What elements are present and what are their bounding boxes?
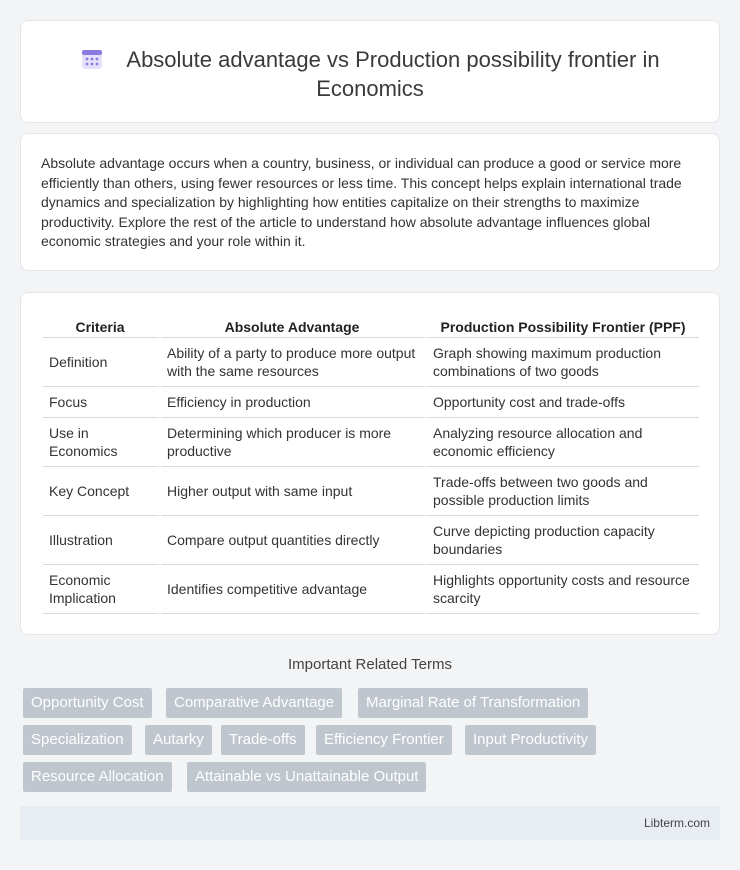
tag-autarky[interactable]: Autarky: [145, 725, 212, 755]
intro-paragraph: Absolute advantage occurs when a country, business, or individual can produce a good or service more efficiently than others, using fewer resources or less time. This concept helps explain international trade dynamics and specialization by highlighting how entities capitalize on their strengths to maximize productivity. Explore the rest of the article to understand how absolute advantage influences global economic strategies and your role within it.: [41, 155, 682, 249]
tag-opportunity-cost[interactable]: Opportunity Cost: [23, 688, 152, 718]
page-title: Absolute advantage vs Production possibility frontier in Economics: [126, 47, 660, 101]
row-ppf: Highlights opportunity costs and resource scarcity: [427, 565, 699, 614]
row-criteria: Definition: [43, 338, 161, 387]
row-ppf: Trade-offs between two goods and possible production limits: [427, 467, 699, 516]
table-row: [43, 418, 699, 467]
intro-card: [20, 133, 720, 271]
tag-trade-offs[interactable]: Trade-offs: [221, 725, 305, 755]
row-absolute-advantage: Determining which producer is more productive: [161, 418, 427, 467]
header-absolute-advantage: Absolute Advantage: [161, 317, 427, 338]
header-criteria: Criteria: [43, 317, 161, 338]
tag-comparative-advantage[interactable]: Comparative Advantage: [166, 688, 342, 718]
header-ppf: Production Possibility Frontier (PPF): [427, 317, 699, 338]
row-absolute-advantage: Identifies competitive advantage: [161, 565, 427, 614]
row-absolute-advantage: Compare output quantities directly: [161, 516, 427, 565]
header-card: [20, 20, 720, 123]
tag-attainable-vs-unattainable-output[interactable]: Attainable vs Unattainable Output: [187, 762, 426, 792]
row-ppf: Opportunity cost and trade-offs: [427, 387, 699, 418]
tag-marginal-rate-of-transformation[interactable]: Marginal Rate of Transformation: [358, 688, 588, 718]
row-ppf: Analyzing resource allocation and economic efficiency: [427, 418, 699, 467]
table-header-row: [43, 317, 699, 338]
footer-site-link[interactable]: Libterm.com: [643, 816, 710, 830]
tag-input-productivity[interactable]: Input Productivity: [465, 725, 596, 755]
tag-specialization[interactable]: Specialization: [23, 725, 132, 755]
table-row: [43, 338, 699, 387]
table-row: [43, 387, 699, 418]
page-title-container: [21, 45, 719, 103]
row-criteria: Illustration: [43, 516, 161, 565]
row-criteria: Use in Economics: [43, 418, 161, 467]
comparison-table: [43, 317, 699, 614]
table-row: [43, 565, 699, 614]
table-row: [43, 516, 699, 565]
table-row: [43, 467, 699, 516]
footer-bar: [20, 806, 720, 840]
row-ppf: Curve depicting production capacity boundaries: [427, 516, 699, 565]
calendar-grid-icon: [80, 47, 104, 71]
row-criteria: Key Concept: [43, 467, 161, 516]
row-criteria: Economic Implication: [43, 565, 161, 614]
comparison-card: [20, 292, 720, 635]
row-absolute-advantage: Higher output with same input: [161, 467, 427, 516]
row-absolute-advantage: Ability of a party to produce more output with the same resources: [161, 338, 427, 387]
row-criteria: Focus: [43, 387, 161, 418]
related-terms-title: Important Related Terms: [288, 656, 452, 673]
row-ppf: Graph showing maximum production combinations of two goods: [427, 338, 699, 387]
row-absolute-advantage: Efficiency in production: [161, 387, 427, 418]
tag-resource-allocation[interactable]: Resource Allocation: [23, 762, 172, 792]
tag-efficiency-frontier[interactable]: Efficiency Frontier: [316, 725, 452, 755]
